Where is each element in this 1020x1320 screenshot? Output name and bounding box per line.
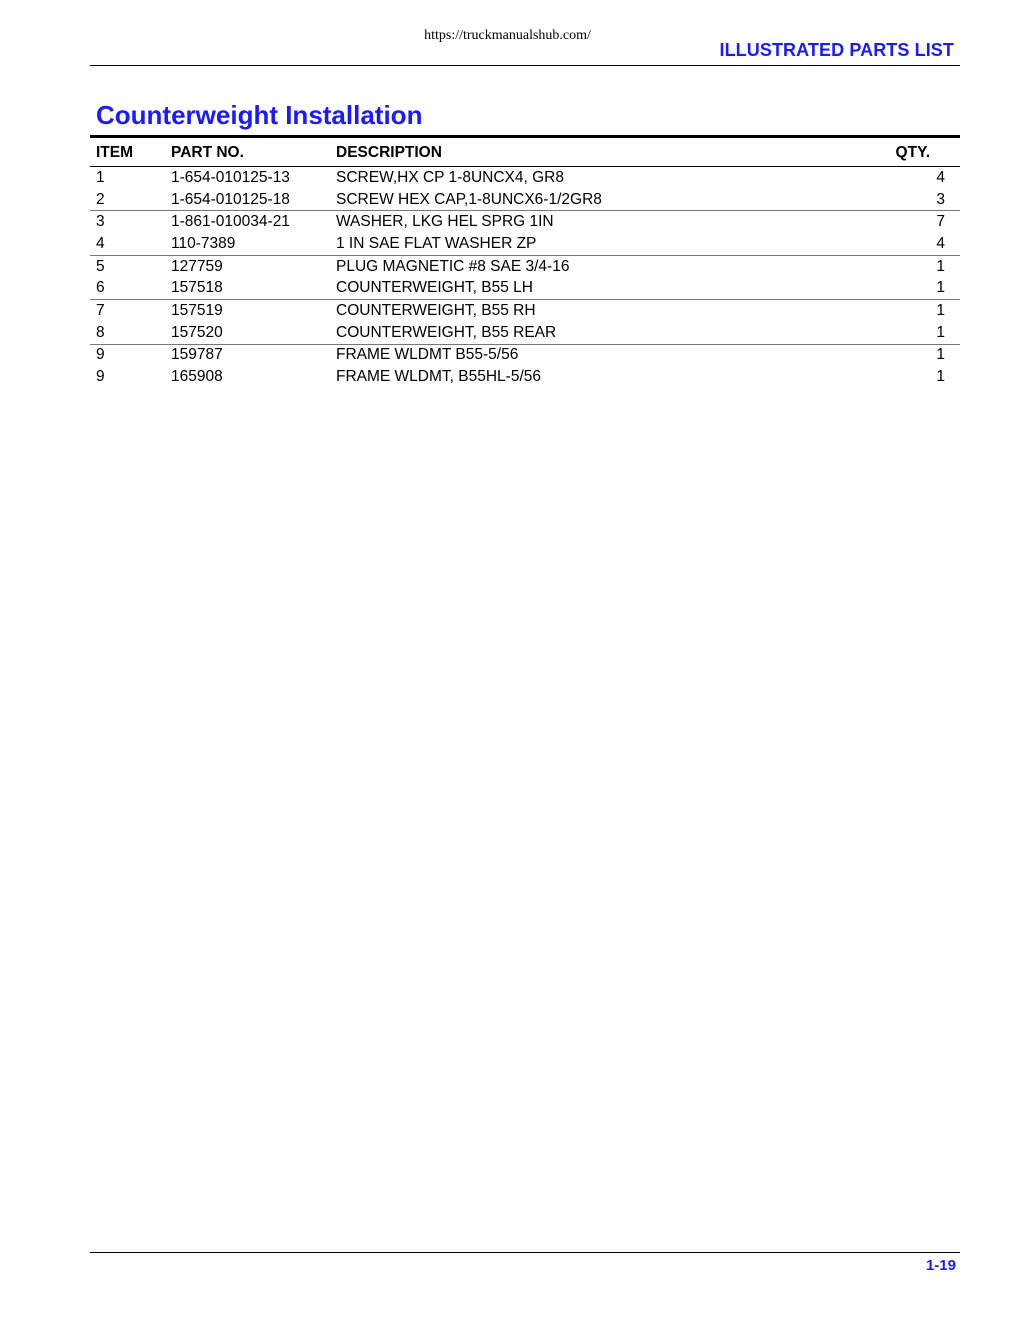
part-number: 127759 [171, 257, 223, 275]
part-description: COUNTERWEIGHT, B55 RH [336, 301, 536, 319]
part-quantity: 4 [936, 168, 945, 186]
part-description: SCREW,HX CP 1-8UNCX4, GR8 [336, 168, 564, 186]
page-title: Counterweight Installation [96, 100, 423, 130]
column-header-part-no: PART NO. [171, 140, 336, 167]
source-url: https://truckmanualshub.com/ [424, 28, 591, 43]
table-row [90, 167, 960, 189]
part-number: 1-654-010125-13 [171, 168, 290, 186]
part-quantity: 1 [936, 257, 945, 275]
header-divider [90, 65, 960, 66]
table-row [90, 277, 960, 299]
part-number: 165908 [171, 368, 223, 386]
part-quantity: 1 [936, 346, 945, 364]
part-number: 1-861-010034-21 [171, 213, 290, 231]
table-header-row [90, 140, 960, 167]
part-number: 157520 [171, 322, 336, 344]
part-quantity: 7 [936, 213, 945, 231]
table-row [90, 255, 960, 277]
table-row [90, 366, 960, 388]
part-quantity: 1 [881, 277, 960, 299]
part-quantity: 1 [936, 301, 945, 319]
column-header-description: DESCRIPTION [336, 140, 881, 167]
part-number: 159787 [171, 346, 223, 364]
part-number: 1-654-010125-18 [171, 189, 336, 211]
part-quantity: 1 [881, 322, 960, 344]
table-row [90, 189, 960, 211]
part-quantity: 3 [881, 189, 960, 211]
part-description: FRAME WLDMT B55-5/56 [336, 346, 519, 364]
column-header-item: ITEM [90, 140, 171, 167]
item-number: 9 [96, 346, 105, 364]
part-number: 157518 [171, 277, 336, 299]
table-row [90, 322, 960, 344]
item-number: 2 [90, 189, 171, 211]
parts-table [90, 140, 960, 388]
part-number: 110-7389 [171, 233, 336, 255]
page-number: 1-19 [925, 1257, 956, 1274]
part-description: COUNTERWEIGHT, B55 LH [336, 277, 881, 299]
part-description: PLUG MAGNETIC #8 SAE 3/4-16 [336, 257, 570, 275]
table-row [90, 211, 960, 233]
item-number: 7 [96, 301, 105, 319]
item-number: 9 [96, 368, 105, 386]
column-header-qty: QTY. [881, 140, 960, 167]
item-number: 4 [90, 233, 171, 255]
part-description: 1 IN SAE FLAT WASHER ZP [336, 233, 881, 255]
table-row [90, 300, 960, 322]
part-number: 157519 [171, 301, 223, 319]
item-number: 1 [96, 168, 105, 186]
part-quantity: 4 [881, 233, 960, 255]
table-row [90, 344, 960, 366]
part-description: COUNTERWEIGHT, B55 REAR [336, 322, 881, 344]
item-number: 6 [90, 277, 171, 299]
title-divider [90, 135, 960, 138]
item-number: 8 [90, 322, 171, 344]
section-title: ILLUSTRATED PARTS LIST [719, 40, 954, 60]
item-number: 5 [96, 257, 105, 275]
item-number: 3 [96, 213, 105, 231]
table-row [90, 233, 960, 255]
part-description: SCREW HEX CAP,1-8UNCX6-1/2GR8 [336, 189, 881, 211]
part-quantity: 1 [936, 368, 945, 386]
part-description: FRAME WLDMT, B55HL-5/56 [336, 368, 541, 386]
part-description: WASHER, LKG HEL SPRG 1IN [336, 213, 554, 231]
footer-divider [90, 1252, 960, 1253]
